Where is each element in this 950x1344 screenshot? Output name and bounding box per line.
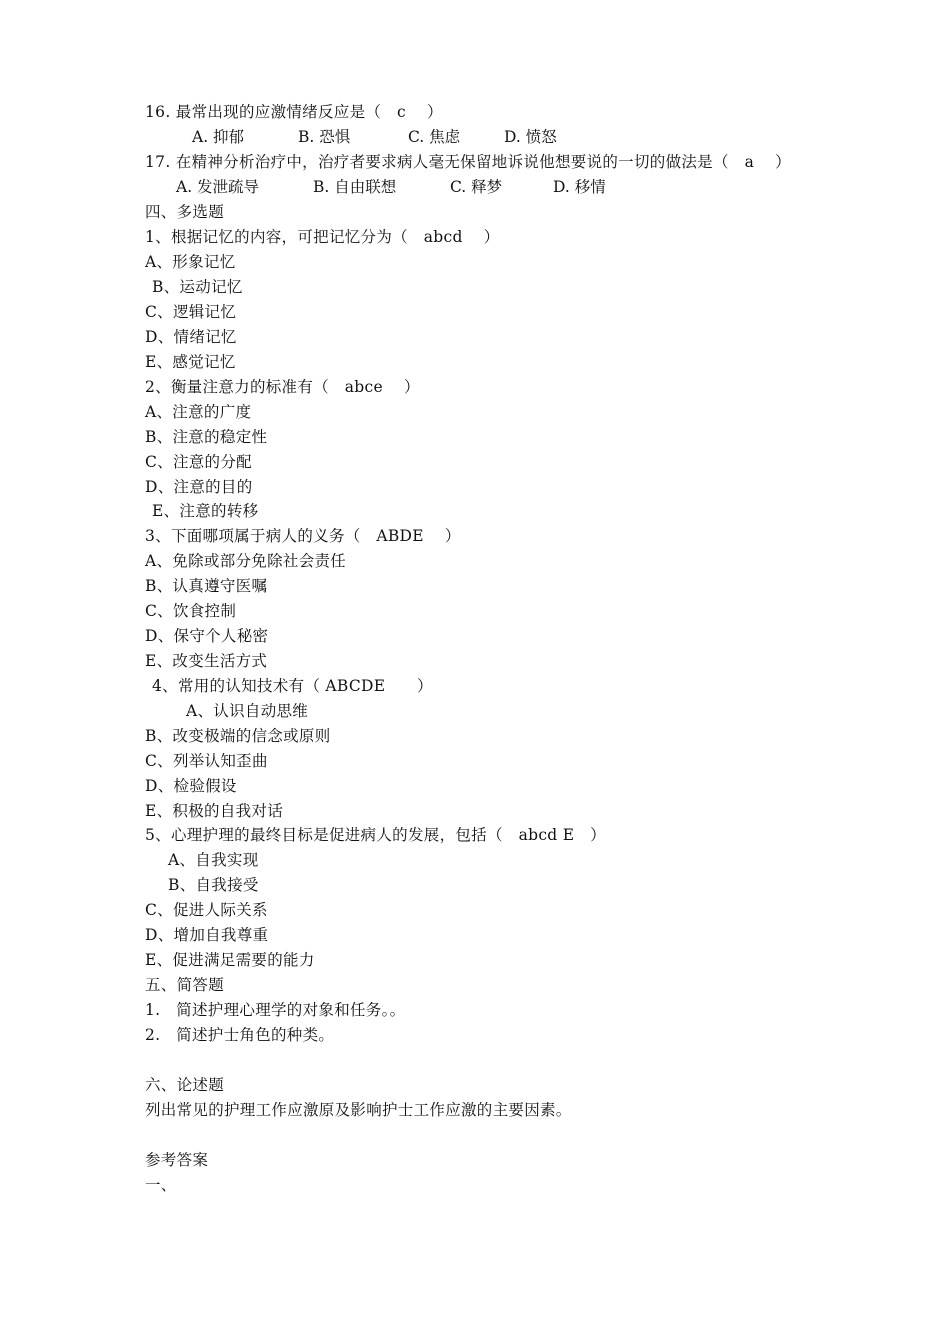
option-b: B、改变极端的信念或原则 xyxy=(145,727,331,745)
option-a: A、认识自动思维 xyxy=(186,702,309,720)
option-b: B、注意的稳定性 xyxy=(145,428,268,446)
option-d: D、检验假设 xyxy=(145,777,237,795)
option-c: C、列举认知歪曲 xyxy=(145,752,268,770)
option-e: E、注意的转移 xyxy=(152,502,259,520)
option-c: C、饮食控制 xyxy=(145,602,237,620)
short-answer-item: 2. 简述护士角色的种类。 xyxy=(145,1026,335,1044)
option-a: A、注意的广度 xyxy=(145,403,252,421)
option-e: E、促进满足需要的能力 xyxy=(145,951,315,969)
option-c: C. 释梦 xyxy=(450,178,503,196)
section-6-title: 六、论述题 xyxy=(145,1076,225,1094)
section-4-title: 四、多选题 xyxy=(145,203,225,221)
option-e: E、感觉记忆 xyxy=(145,353,236,371)
option-d: D、注意的目的 xyxy=(145,478,253,496)
short-answer-item: 1. 简述护理心理学的对象和任务。。 xyxy=(145,1001,406,1019)
multi-question-5-stem: 5、心理护理的最终目标是促进病人的发展，包括（ abcd E ） xyxy=(145,826,606,844)
option-a: A. 抑郁 xyxy=(192,128,245,146)
option-a: A. 发泄疏导 xyxy=(176,178,260,196)
option-b: B、运动记忆 xyxy=(152,278,243,296)
option-d: D. 愤怒 xyxy=(504,128,557,146)
option-d: D、保守个人秘密 xyxy=(145,627,269,645)
option-a: A、自我实现 xyxy=(168,851,259,869)
answers-section-one: 一、 xyxy=(145,1176,177,1194)
option-c: C. 焦虑 xyxy=(408,128,461,146)
answers-title: 参考答案 xyxy=(145,1151,209,1169)
multi-question-3-stem: 3、下面哪项属于病人的义务（ ABDE ） xyxy=(145,527,461,545)
section-5-title: 五、简答题 xyxy=(145,976,225,994)
multi-question-2-stem: 2、衡量注意力的标准有（ abce ） xyxy=(145,378,420,396)
option-d: D. 移情 xyxy=(553,178,606,196)
question-17-stem: 17. 在精神分析治疗中，治疗者要求病人毫无保留地诉说他想要说的一切的做法是（ a ） xyxy=(145,153,791,171)
option-b: B. 自由联想 xyxy=(313,178,397,196)
option-c: C、逻辑记忆 xyxy=(145,303,237,321)
option-e: E、积极的自我对话 xyxy=(145,802,284,820)
essay-question: 列出常见的护理工作应激原及影响护士工作应激的主要因素。 xyxy=(145,1101,572,1119)
option-e: E、改变生活方式 xyxy=(145,652,268,670)
option-d: D、增加自我尊重 xyxy=(145,926,269,944)
multi-question-1-stem: 1、根据记忆的内容，可把记忆分为（ abcd ） xyxy=(145,228,500,246)
option-c: C、注意的分配 xyxy=(145,453,252,471)
option-d: D、情绪记忆 xyxy=(145,328,237,346)
option-b: B、认真遵守医嘱 xyxy=(145,577,268,595)
option-b: B. 恐惧 xyxy=(298,128,351,146)
question-17-options xyxy=(176,175,636,200)
option-a: A、免除或部分免除社会责任 xyxy=(145,552,347,570)
option-a: A、形象记忆 xyxy=(145,253,236,271)
option-c: C、促进人际关系 xyxy=(145,901,268,919)
question-16-options xyxy=(192,125,612,150)
option-b: B、自我接受 xyxy=(168,876,259,894)
multi-question-4-stem: 4、常用的认知技术有（ ABCDE ） xyxy=(152,677,433,695)
question-16-stem: 16. 最常出现的应激情绪反应是（ c ） xyxy=(145,103,443,121)
